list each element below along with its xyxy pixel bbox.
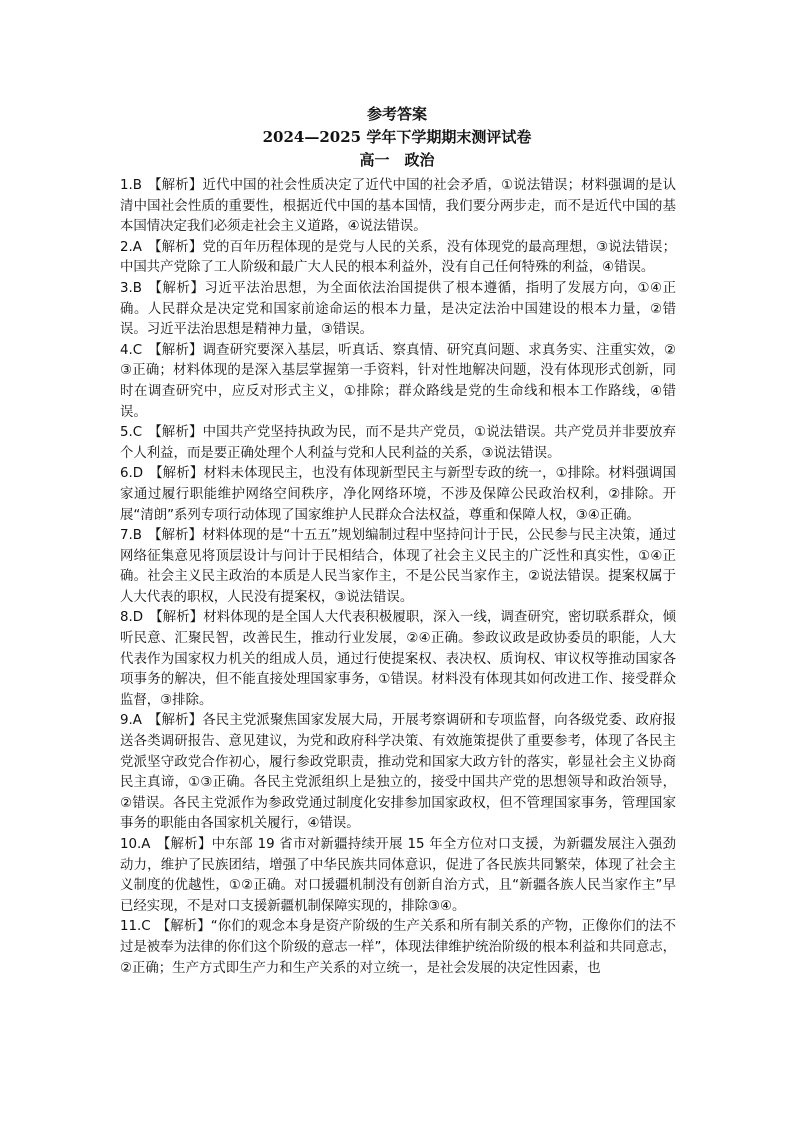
answer-text: 调查研究要深入基层，听真话、察真情、研究真问题、求真务实、注重实效，②③正确；材料体现的是深入基层掌握第一手资料，针对性地解决问题，没有体现形式创新，同时在调查研究中，应反对形式主义，①排除；群众路线是党的生命线和根本工作路线，④错误。 xyxy=(120,342,676,420)
answer-text: 中东部 19 省市对新疆持续开展 15 年全方位对口支援，为新疆发展注入强劲动力，维护了民族团结，增强了中华民族共同体意识，促进了各民族共同繁荣，体现了社会主义制度的优越性，①②正确。对口援疆机制没有创新自治方式，且“新疆各族人民当家作主”早已经实现，不是对口支援新疆机制保障实现的，排除③④。 xyxy=(120,837,676,914)
answer-text: “你们的观念本身是资产阶级的生产关系和所有制关系的产物，正像你们的法不过是被奉为法律的你们这个阶级的意志一样”，体现法律维护统治阶级的根本利益和共同意志，②正确；生产方式即生产力和生产关系的对立统一，是社会发展的决定性因素，也 xyxy=(120,919,677,976)
answer-text: 材料体现的是“十五五”规划编制过程中坚持问计于民，公民参与民主决策，通过网络征集意见将顶层设计与问计于民相结合，体现了社会主义民主的广泛性和真实性，①④正确。社会主义民主政治的本质是人民当家作主，不是公民当家作主，②说法错误。提案权属于人大代表的职权，人民没有提案权，③说法错误。 xyxy=(120,528,677,605)
analysis-tag: 【解析】 xyxy=(147,239,203,255)
answer-item-2 xyxy=(120,238,676,279)
answer-number: 1.B xyxy=(120,178,142,193)
analysis-tag: 【解析】 xyxy=(147,280,205,296)
answer-item-7 xyxy=(120,526,676,608)
answer-item-9 xyxy=(120,711,676,835)
answer-item-1 xyxy=(120,176,676,238)
answer-text: 中国共产党坚持执政为民，而不是共产党员，①说法错误。共产党员并非要放弃个人利益，而是要正确处理个人利益与党和人民利益的关系，③说法错误。 xyxy=(120,425,676,461)
answer-number: 3.B xyxy=(120,280,142,296)
answer-text: 材料未体现民主，也没有体现新型民主与新型专政的统一，①排除。材料强调国家通过履行职能维护网络空间秩序，净化网络环境，不涉及保障公民政治权利，②排除。开展“清朗”系列专项行动体现了国家维护人民群众合法权益，尊重和保障人权，③④正确。 xyxy=(120,466,676,523)
answer-text: 近代中国的社会性质决定了近代中国的社会矛盾，①说法错误；材料强调的是认清中国社会性质的重要性，根据近代中国的基本国情，我们要分两步走，而不是近代中国的基本国情决定我们必须走社会主义道路，④说法错误。 xyxy=(120,178,676,235)
analysis-tag: 【解析】 xyxy=(147,178,203,193)
answer-item-4 xyxy=(120,341,676,423)
exam-title: 2024—2025 学年下学期期末测评试卷 xyxy=(262,128,532,146)
answer-text: 各民主党派聚焦国家发展大局，开展考察调研和专项监督，向各级党委、政府报送各类调研报告、意见建议，为党和政府科学决策、有效施策提供了重要参考，体现了各民主党派坚守政党合作初心，履行参政党职责，推动党和国家大政方针的落实，彰显社会主义协商民主真谛，①③正确。各民主党派组织上是独立的，接受中国共产党的思想领导和政治领导，②错误。各民主党派作为参政党通过制度化安排参加国家政权，但不管理国家事务，管理国家事务的职能由各国家机关履行，④错误。 xyxy=(120,713,677,832)
document-header xyxy=(0,103,794,172)
analysis-tag: 【解析】 xyxy=(148,342,203,358)
analysis-tag: 【解析】 xyxy=(156,837,212,852)
analysis-tag: 【解析】 xyxy=(147,713,203,729)
subject-title: 高一 政治 xyxy=(359,151,435,169)
answer-number: 9.A xyxy=(120,713,142,729)
answer-item-3 xyxy=(120,279,676,341)
answer-text: 党的百年历程体现的是党与人民的关系，没有体现党的最高理想，③说法错误；中国共产党除了工人阶级和最广大人民的根本利益外，没有自己任何特殊的利益，④错误。 xyxy=(120,239,677,276)
answer-item-10 xyxy=(120,835,676,917)
analysis-tag: 【解析】 xyxy=(149,610,204,626)
analysis-tag: 【解析】 xyxy=(156,919,211,935)
answer-list xyxy=(120,176,676,979)
doc-title: 参考答案 xyxy=(366,105,427,123)
answer-number: 2.A xyxy=(120,239,142,255)
analysis-tag: 【解析】 xyxy=(148,425,203,441)
answer-number: 5.C xyxy=(120,425,143,441)
answer-number: 11.C xyxy=(120,919,151,935)
answer-text: 材料体现的是全国人大代表积极履职，深入一线，调查研究，密切联系群众，倾听民意、汇聚民智，改善民生，推动行业发展，②④正确。参政议政是政协委员的职能，人大代表作为国家权力机关的组成人员，通过行使提案权、表决权、质询权、审议权等推动国家各项事务的解决，但不能直接处理国家事务，①错误。材料没有体现其如何改进工作、接受群众监督，③排除。 xyxy=(120,610,677,708)
answer-number: 4.C xyxy=(120,342,143,358)
answer-number: 8.D xyxy=(120,610,144,626)
answer-item-11 xyxy=(120,917,676,979)
analysis-tag: 【解析】 xyxy=(147,528,203,544)
answer-item-6 xyxy=(120,464,676,526)
answer-number: 6.D xyxy=(120,466,144,482)
answer-number: 10.A xyxy=(120,837,151,852)
answer-item-8 xyxy=(120,608,676,711)
analysis-tag: 【解析】 xyxy=(149,466,204,482)
answer-item-5 xyxy=(120,423,676,464)
answer-number: 7.B xyxy=(120,528,142,544)
answer-text: 习近平法治思想，为全面依法治国提供了根本遵循，指明了发展方向，①④正确。人民群众是决定党和国家前途命运的根本力量，是决定法治中国建设的根本力量，②错误。习近平法治思想是精神力量，③错误。 xyxy=(120,280,676,338)
